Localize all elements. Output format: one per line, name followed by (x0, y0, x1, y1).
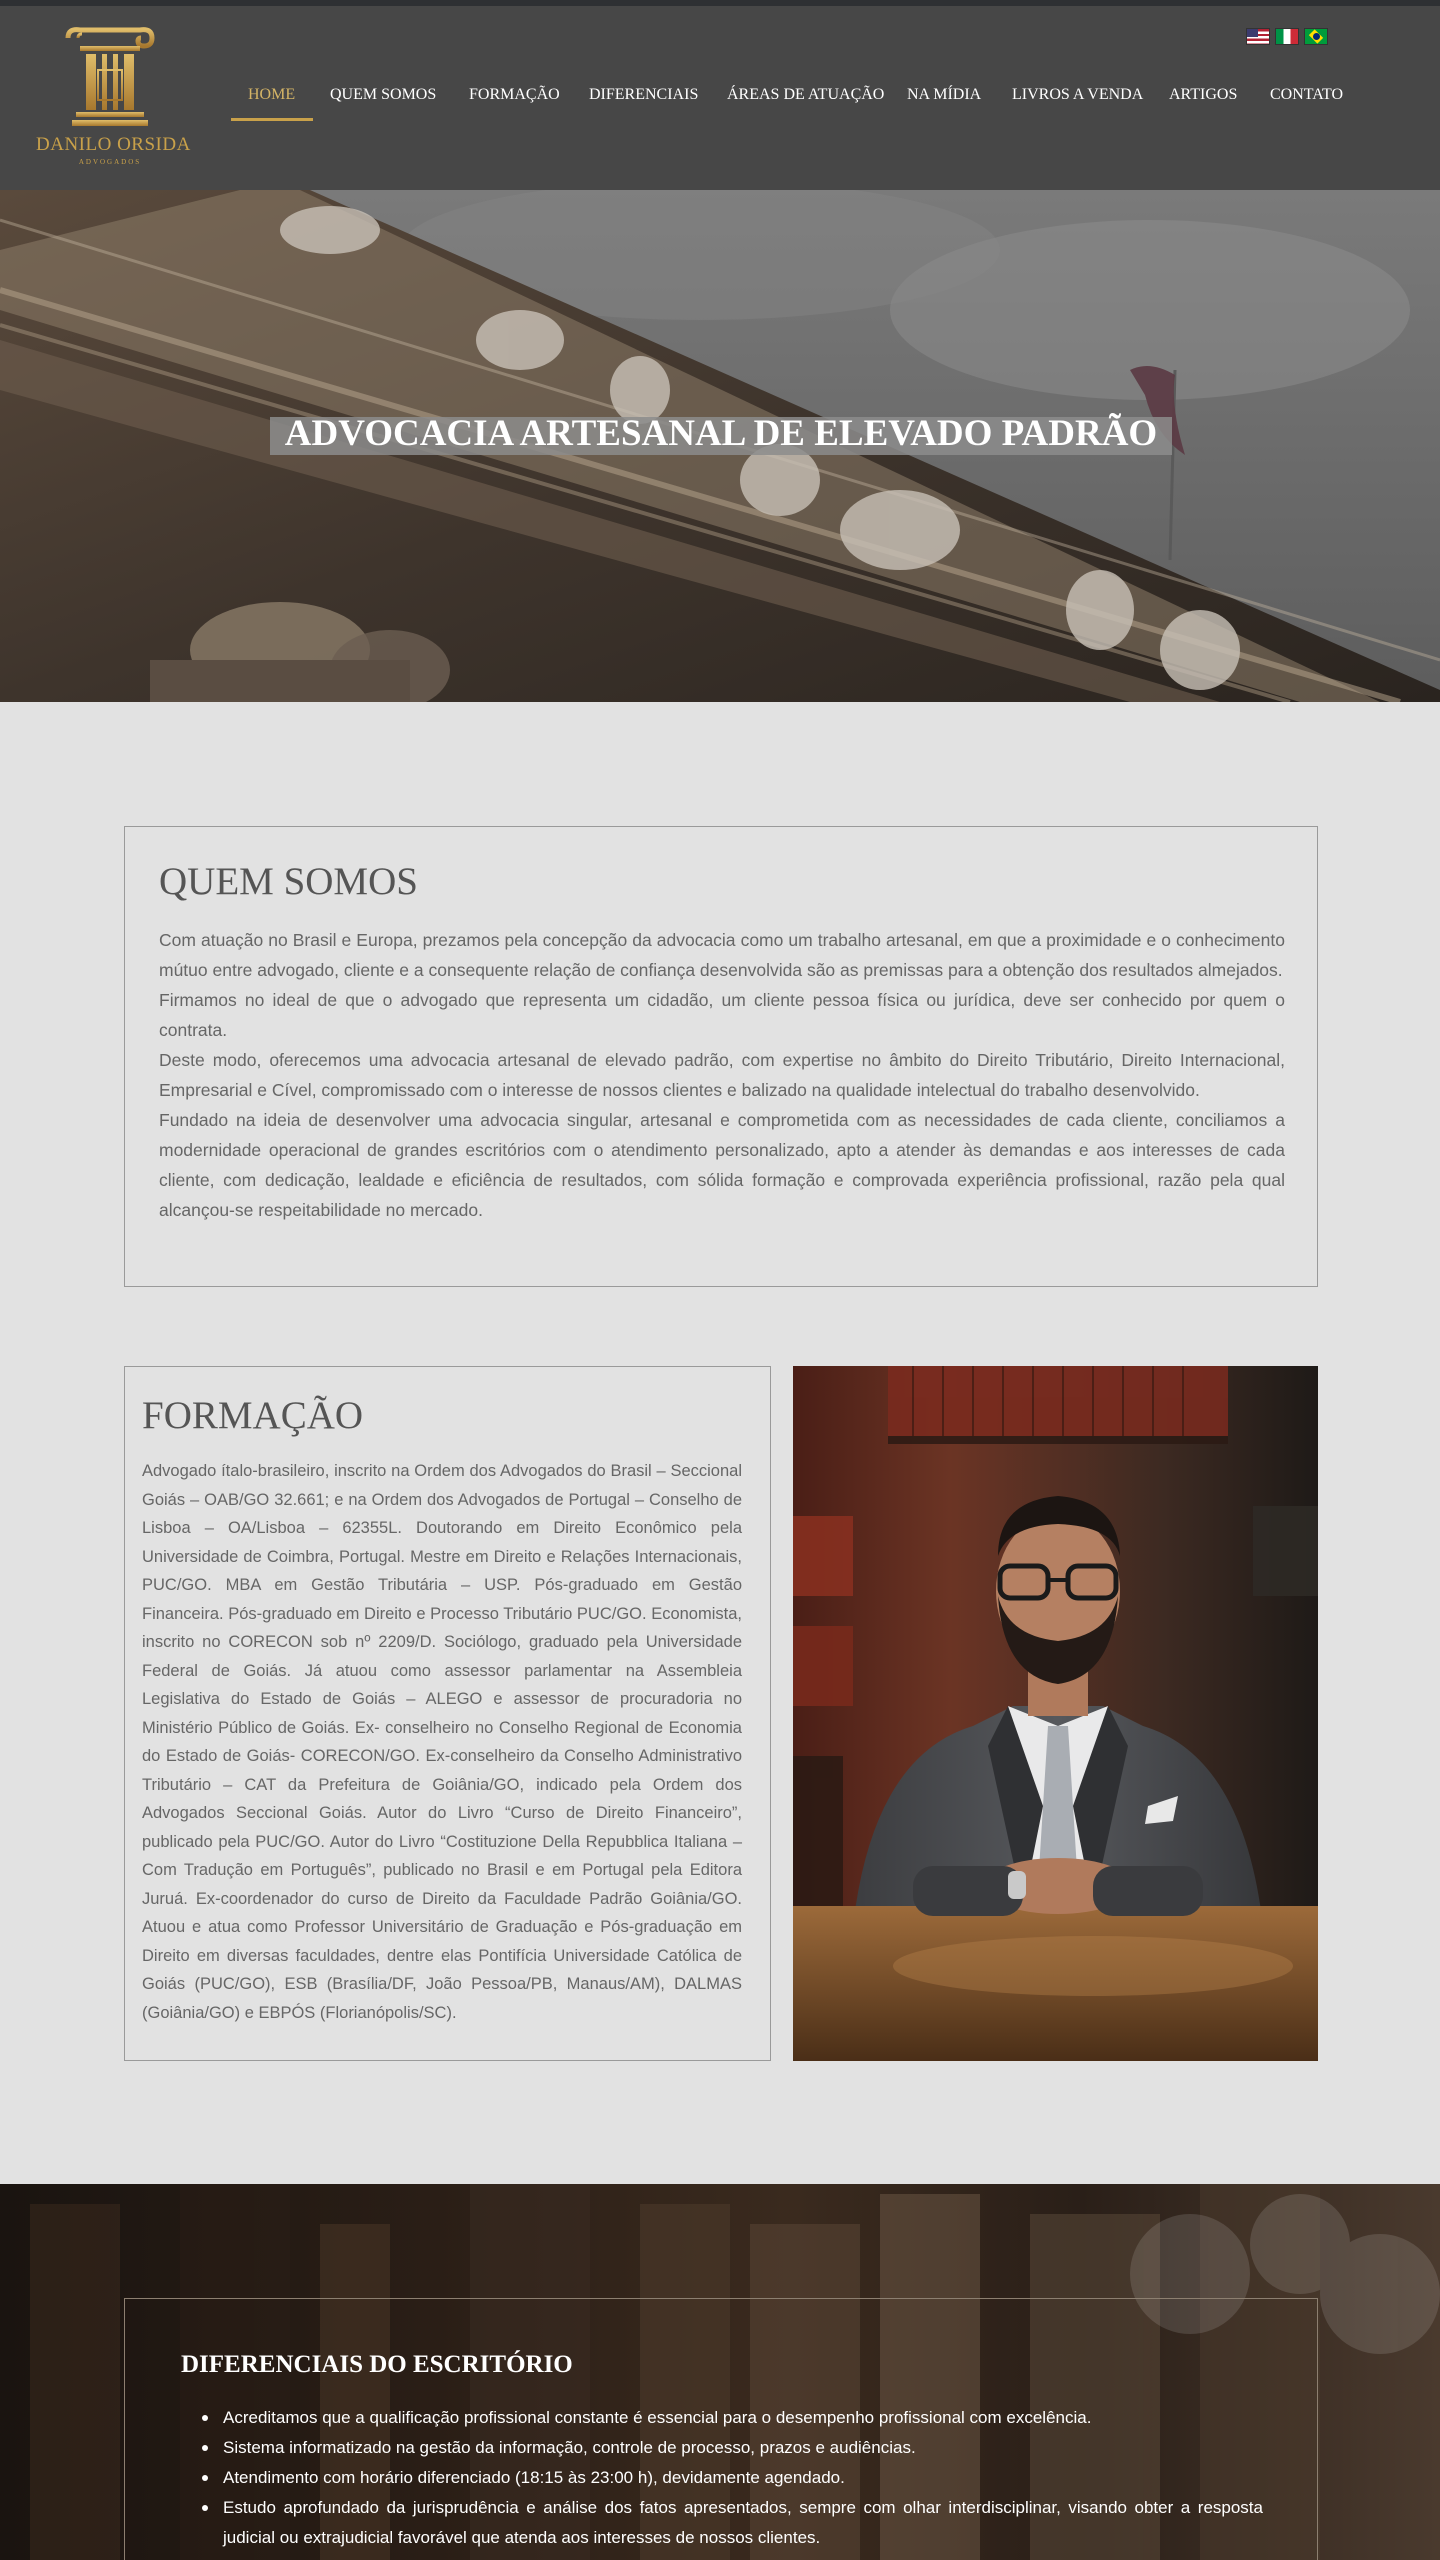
main-nav (0, 86, 1440, 126)
hero-title: ADVOCACIA ARTESANAL DE ELEVADO PADRÃO (284, 413, 1158, 454)
list-item: Estudo aprofundado da jurisprudência e análise dos fatos apresentados, sempre com olhar interdisciplinar, visando obter a resposta judicial ou extrajudicial favorável que atenda aos interesses de nossos clientes. (223, 2493, 1263, 2553)
nav-active-indicator (231, 118, 313, 121)
quem-somos-paragraph: Deste modo, oferecemos uma advocacia artesanal de elevado padrão, com expertise no âmbito do Direito Tributário, Direito Internacional, Empresarial e Cível, compromissado com o interesse de nossos clientes e balizado na qualidade intelectual do trabalho desenvolvido. (159, 1050, 1285, 1100)
flag-brazil-icon[interactable] (1304, 28, 1328, 45)
nav-na-midia[interactable]: NA MÍDIA (907, 86, 982, 103)
diferenciais-box (124, 2298, 1318, 2560)
formacao-section (124, 1366, 771, 2061)
language-selector (1246, 28, 1328, 45)
list-item: Sistema informatizado na gestão da informação, controle de processo, prazos e audiências. (223, 2433, 1263, 2463)
list-item: Acreditamos que a qualificação profissional constante é essencial para o desempenho profissional com excelência. (223, 2403, 1263, 2433)
lawyer-portrait-photo (793, 1366, 1318, 2061)
nav-home[interactable]: HOME (248, 86, 296, 103)
diferenciais-title: DIFERENCIAIS DO ESCRITÓRIO (181, 2351, 573, 2378)
nav-contato[interactable]: CONTATO (1270, 86, 1344, 103)
quem-somos-paragraph: Firmamos no ideal de que o advogado que representa um cidadão, um cliente pessoa física ou jurídica, deve ser conhecido por quem o contrata. (159, 990, 1285, 1040)
nav-livros-a-venda[interactable]: LIVROS A VENDA (1012, 86, 1144, 103)
quem-somos-body (159, 925, 1285, 1225)
formacao-title: FORMAÇÃO (142, 1394, 364, 1437)
nav-formacao[interactable]: FORMAÇÃO (469, 86, 560, 103)
logo-subtitle: ADVOGADOS (78, 158, 142, 166)
nav-areas-de-atuacao[interactable]: ÁREAS DE ATUAÇÃO (727, 86, 885, 103)
diferenciais-list (223, 2403, 1263, 2553)
flag-italy-icon[interactable] (1275, 28, 1299, 45)
nav-artigos[interactable]: ARTIGOS (1169, 86, 1238, 103)
formacao-body (142, 1457, 742, 2027)
quem-somos-title: QUEM SOMOS (159, 860, 418, 903)
quem-somos-section (124, 826, 1318, 1287)
quem-somos-paragraph: Com atuação no Brasil e Europa, prezamos pela concepção da advocacia como um trabalho artesanal, em que a proximidade e o conhecimento mútuo entre advogado, cliente e a consequente relação de confiança desenvolvida são as premissas para a obtenção dos resultados almejados. (159, 930, 1285, 980)
portrait-image (793, 1366, 1318, 2061)
quem-somos-paragraph: Fundado na ideia de desenvolver uma advocacia singular, artesanal e comprometida com as necessidades de cada cliente, conciliamos a modernidade operacional de grandes escritórios com o atendimento personalizado, apto a atender às demandas e aos interesses de cada cliente, com dedicação, lealdade e eficiência de resultados, com sólida formação e comprovada experiência profissional, razão pela qual alcançou-se respeitabilidade no mercado. (159, 1110, 1285, 1220)
logo-name: DANILO ORSIDA (36, 134, 191, 155)
nav-quem-somos[interactable]: QUEM SOMOS (330, 86, 437, 103)
nav-diferenciais[interactable]: DIFERENCIAIS (589, 86, 699, 103)
hero-banner (0, 190, 1440, 702)
site-header (0, 6, 1440, 190)
flag-usa-icon[interactable] (1246, 28, 1270, 45)
list-item: Atendimento com horário diferenciado (18:15 às 23:00 h), devidamente agendado. (223, 2463, 1263, 2493)
formacao-text: Advogado ítalo-brasileiro, inscrito na Ordem dos Advogados do Brasil – Seccional Goiás – OAB/GO 32.661; e na Ordem dos Advogados de Portugal – Conselho de Lisboa – OA/Lisboa – 62355L. Doutorando em Direito Econômico pela Universidade de Coimbra, Portugal. Mestre em Direito e Relações Internacionais, PUC/GO. MBA em Gestão Tributária – USP. Pós-graduado em Gestão Financeira. Pós-graduado em Direito e Processo Tributário PUC/GO. Economista, inscrito no CORECON sob nº 2209/D. Sociólogo, graduado pela Universidade Federal de Goiás. Já atuou como assessor parlamentar na Assembleia Legislativa do Estado de Goiás – ALEGO e assessor de procuradoria no Ministério Público de Goiás. Ex- conselheiro no Conselho Regional de Economia do Estado de Goiás- CORECON/GO. Ex-conselheiro da Conselho Administrativo Tributário – CAT da Prefeitura de Goiânia/GO, indicado pela Ordem dos Advogados Seccional Goiás. Autor do Livro “Curso de Direito Financeiro”, publicado pela PUC/GO. Autor do Livro “Costituzione Della Repubblica Italiana – Com Tradução em Português”, publicado no Brasil e em Portugal pela Editora Juruá. Ex-coordenador do curso de Direito da Faculdade Padrão Goiânia/GO. Atuou e atua como Professor Universitário de Graduação e Pós-graduação em Direito em diversas faculdades, dentre elas Pontifícia Universidade Católica de Goiás (PUC/GO), ESB (Brasília/DF, João Pessoa/PB, Manaus/AM), DALMAS (Goiânia/GO) e EBPÓS (Florianópolis/SC). (142, 1462, 742, 2022)
